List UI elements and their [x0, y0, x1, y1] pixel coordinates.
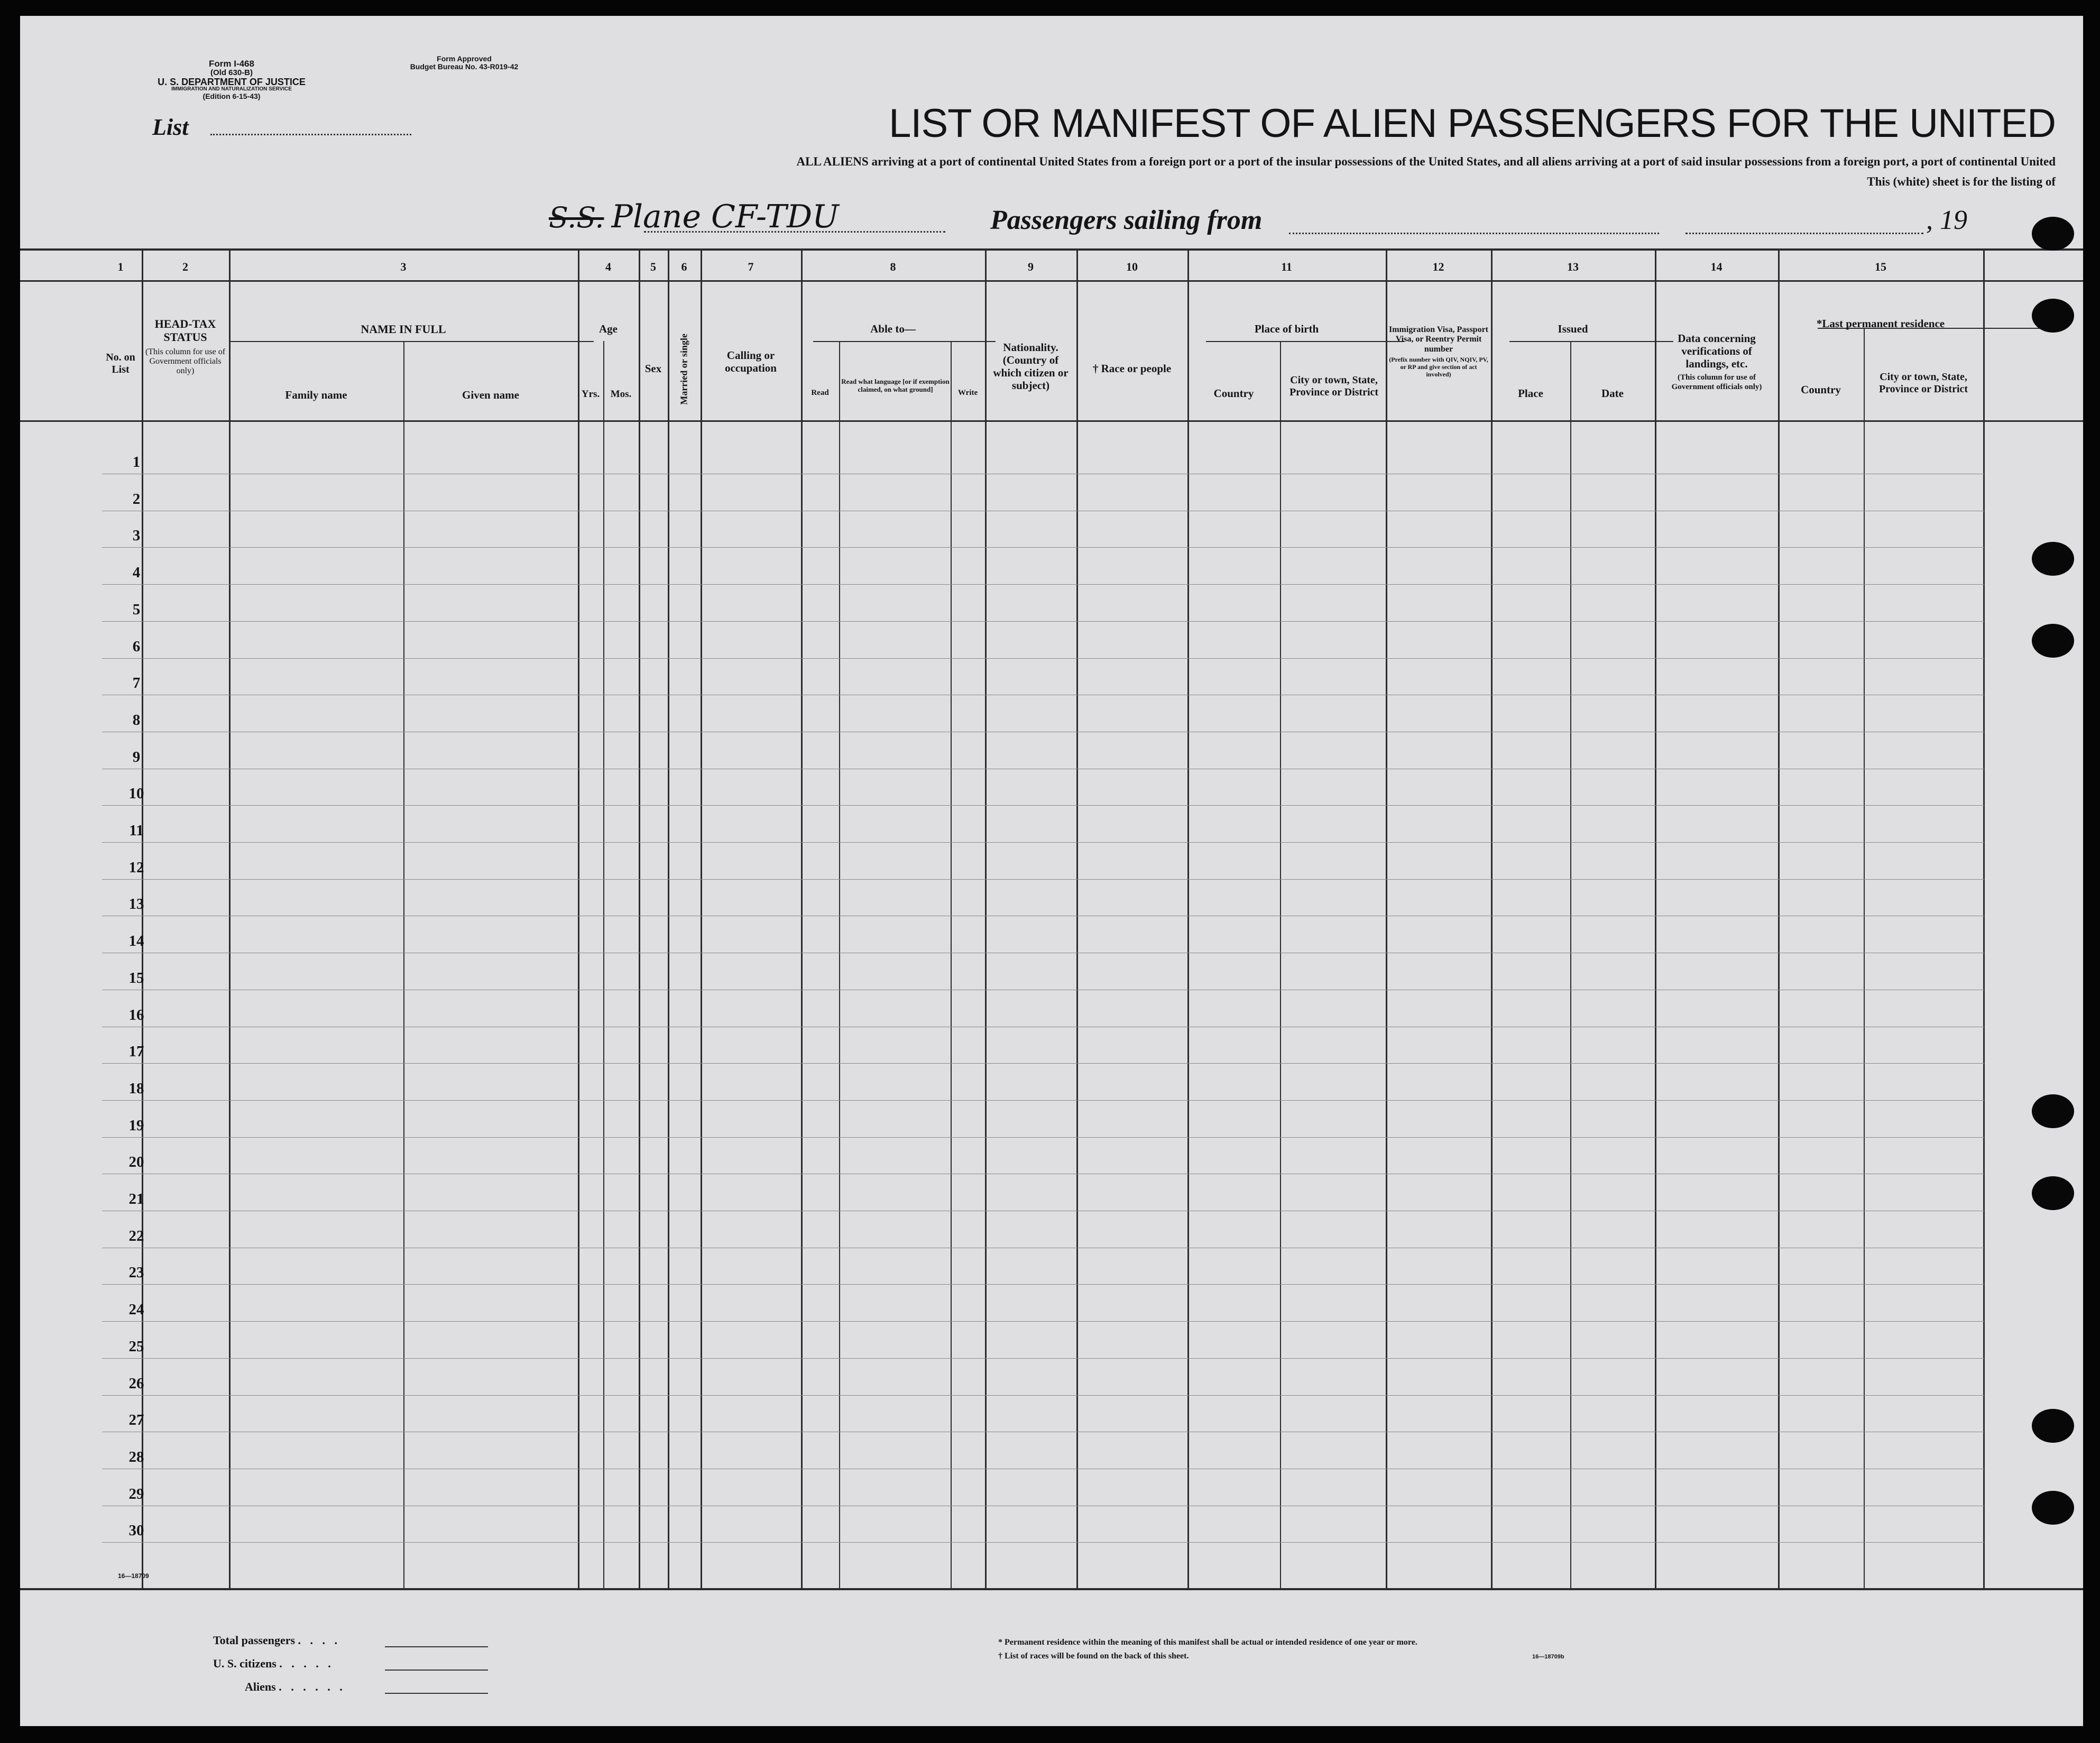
- col-number-14: 14: [1710, 260, 1723, 273]
- header-last-residence: *Last permanent residence: [1816, 317, 1945, 330]
- aliens-label: Aliens: [245, 1680, 276, 1693]
- print-code-left: 16—18709: [118, 1572, 149, 1580]
- row-number: 6: [132, 638, 141, 655]
- row-number: 19: [128, 1117, 144, 1134]
- visa-title: Immigration Visa, Passport Visa, or Reentry Permit number: [1389, 325, 1488, 354]
- list-blank[interactable]: [210, 134, 411, 135]
- punch-hole: [2032, 1409, 2074, 1443]
- row-number: 22: [128, 1228, 144, 1244]
- table-row: [102, 1542, 1984, 1543]
- row-number: 21: [128, 1191, 144, 1207]
- row-number: 8: [132, 712, 141, 728]
- form-number: Form I-468: [209, 59, 254, 69]
- row-number: 4: [132, 564, 141, 581]
- col-number-5: 5: [650, 260, 656, 273]
- verifications-title: Data concerning verifications of landings, etc.: [1678, 332, 1756, 371]
- table-row: [102, 1395, 1984, 1396]
- punch-hole: [2032, 1094, 2074, 1128]
- table-row: [102, 584, 1984, 585]
- department: U. S. DEPARTMENT OF JUSTICE: [158, 76, 306, 87]
- row-number: 24: [128, 1301, 144, 1318]
- row-number: 7: [132, 675, 141, 691]
- header-age-yrs: Yrs.: [581, 389, 600, 400]
- table-bottom-border: [20, 1588, 2083, 1590]
- header-read: Read: [811, 389, 829, 397]
- instructions-line1: ALL ALIENS arriving at a port of continental United States from a foreign port or a port of the insular possessions of the United States, and all aliens arriving at a port of said insular possessions from a foreign port, a port of continental United: [796, 155, 2056, 168]
- col-number-13: 13: [1567, 260, 1579, 273]
- issued-subheader-line: [1509, 341, 1673, 342]
- punch-hole: [2032, 1491, 2074, 1525]
- col-line: [1655, 248, 1656, 1589]
- table-row: [102, 805, 1984, 806]
- table-row: [102, 1100, 1984, 1101]
- footer-totals: [213, 1634, 346, 1703]
- total-passengers-blank[interactable]: [385, 1646, 488, 1647]
- edition: (Edition 6-15-43): [202, 91, 261, 100]
- header-birth-city: City or town, State, Province or District: [1289, 374, 1379, 398]
- row-number: 11: [129, 822, 144, 839]
- header-issued: Issued: [1558, 322, 1588, 335]
- row-number: 23: [128, 1264, 144, 1281]
- col-line: [1386, 248, 1387, 1589]
- row-number: 29: [128, 1486, 144, 1502]
- header-head-tax: [144, 317, 226, 376]
- col-line: [1778, 248, 1780, 1589]
- header-name-in-full: NAME IN FULL: [361, 322, 446, 336]
- total-passengers-label: Total passengers: [213, 1634, 296, 1647]
- col-number-8: 8: [890, 260, 896, 273]
- row-number: 26: [128, 1375, 144, 1392]
- page-title: LIST OR MANIFEST OF ALIEN PASSENGERS FOR THE UNITED: [889, 101, 2056, 146]
- table-row: [102, 879, 1984, 880]
- row-number: 20: [128, 1154, 144, 1170]
- total-passengers-row: Total passengers . . . .: [213, 1634, 341, 1647]
- table-row: [102, 1063, 1984, 1064]
- sailing-field: [990, 205, 1262, 236]
- table-top-border: [20, 248, 2083, 251]
- row-number: 25: [128, 1338, 144, 1355]
- row-number: 10: [128, 785, 144, 802]
- header-no-on-list: No. on List: [106, 352, 135, 375]
- header-sex: Sex: [644, 362, 662, 375]
- table-row: [102, 1137, 1984, 1138]
- aliens-blank[interactable]: [385, 1693, 488, 1694]
- col-line: [603, 341, 604, 1589]
- us-citizens-row: U. S. citizens . . . . .: [213, 1657, 334, 1670]
- col-number-7: 7: [748, 260, 754, 273]
- row-number: 1: [132, 454, 141, 471]
- year-prefix: , 19: [1926, 205, 1967, 235]
- col-line: [668, 248, 669, 1589]
- punch-hole: [2032, 542, 2074, 576]
- sailing-label: Passengers sailing from: [990, 205, 1263, 235]
- header-given-name: Given name: [462, 389, 519, 401]
- col-number-1: 1: [117, 260, 124, 273]
- col-line: [1864, 328, 1865, 1589]
- header-issued-date: Date: [1601, 387, 1624, 400]
- punch-hole: [2032, 624, 2074, 658]
- header-family-name: Family name: [285, 389, 347, 401]
- col-number-2: 2: [182, 260, 188, 273]
- table-row: [102, 1284, 1984, 1285]
- row-number: 3: [132, 527, 141, 544]
- punch-hole: [2032, 217, 2074, 251]
- col-number-11: 11: [1281, 260, 1292, 273]
- able-subheader-line: [813, 341, 996, 342]
- col-number-3: 3: [400, 260, 407, 273]
- col-number-6: 6: [681, 260, 687, 273]
- service: IMMIGRATION AND NATURALIZATION SERVICE: [171, 86, 292, 93]
- sailing-date-blank[interactable]: [1685, 233, 1923, 234]
- header-residence-country: Country: [1801, 383, 1841, 396]
- footnote-races: † List of races will be found on the back of this sheet.: [998, 1652, 1189, 1661]
- header-nationality: Nationality. (Country of which citizen or subject): [993, 341, 1069, 392]
- col-number-9: 9: [1028, 260, 1034, 273]
- punch-hole: [2032, 299, 2074, 333]
- approval-line2: Budget Bureau No. 43-R019-42: [410, 62, 519, 71]
- vessel-prefix: S.S.: [549, 201, 604, 234]
- header-bottom-border: [20, 420, 2083, 422]
- visa-note: (Prefix number with QIV, NQIV, PV, or RP and give section of act involved): [1389, 356, 1488, 378]
- header-read-language: Read what language [or if exemption claimed, on what ground]: [841, 377, 950, 393]
- punch-hole: [2032, 1176, 2074, 1210]
- col-number-12: 12: [1432, 260, 1444, 273]
- row-number: 30: [128, 1522, 144, 1539]
- table-row: [102, 1358, 1984, 1359]
- list-field: [152, 114, 188, 141]
- header-verifications: [1659, 332, 1774, 392]
- instructions-line2: This (white) sheet is for the listing of: [1867, 175, 2056, 188]
- col-line: [1076, 248, 1078, 1589]
- col-line: [403, 341, 404, 1589]
- header-able-to: Able to—: [870, 322, 916, 335]
- table-row: [102, 547, 1984, 548]
- old-form: (Old 630-B): [210, 68, 253, 77]
- col-number-15: 15: [1875, 260, 1886, 273]
- sailing-port-blank[interactable]: [1289, 233, 1659, 234]
- header-married-single: Married or single: [678, 334, 689, 405]
- row-number: 9: [132, 749, 141, 766]
- col-line: [639, 248, 640, 1589]
- header-age-mos: Mos.: [610, 389, 632, 400]
- row-number: 14: [128, 933, 144, 949]
- col-line: [1570, 341, 1571, 1589]
- col-line: [701, 248, 702, 1589]
- col-number-10: 10: [1126, 260, 1138, 273]
- manifest-sheet: [20, 16, 2083, 1726]
- head-tax-title: HEAD-TAX STATUS: [154, 317, 216, 344]
- row-number: 18: [128, 1080, 144, 1097]
- form-id-block: [136, 59, 327, 100]
- col-line: [839, 341, 840, 1589]
- header-age: Age: [599, 322, 618, 335]
- table-row: [102, 1321, 1984, 1322]
- footnote-residence: * Permanent residence within the meaning of this manifest shall be actual or intended residence of one year or more.: [998, 1638, 1417, 1647]
- vessel-blank: [644, 231, 945, 233]
- vessel-name[interactable]: Plane CF-TDU: [611, 198, 839, 235]
- us-citizens-blank[interactable]: [385, 1670, 488, 1671]
- col-line: [229, 248, 231, 1589]
- us-citizens-label: U. S. citizens: [213, 1657, 277, 1670]
- row-number: 15: [128, 970, 144, 986]
- header-residence-city: City or town, State, Province or District: [1878, 371, 1968, 395]
- print-code-right: 16—18709b: [1532, 1654, 1564, 1660]
- verifications-note: (This column for use of Government officials only): [1671, 373, 1762, 391]
- row-number: 16: [128, 1007, 144, 1023]
- table-row: [102, 621, 1984, 622]
- approval-line1: Form Approved: [437, 54, 492, 63]
- aliens-row: Aliens . . . . . .: [245, 1680, 346, 1693]
- col-number-4: 4: [605, 260, 611, 273]
- row-number: 5: [132, 601, 141, 618]
- header-issued-place: Place: [1518, 387, 1543, 400]
- birth-subheader-line: [1206, 341, 1404, 342]
- row-number: 17: [128, 1043, 144, 1060]
- approval-block: [380, 55, 549, 71]
- col-line: [801, 248, 803, 1589]
- table-row: [102, 842, 1984, 843]
- col-line: [985, 248, 987, 1589]
- row-number: 13: [128, 896, 144, 912]
- table-row: [102, 658, 1984, 659]
- row-number: 2: [132, 491, 141, 508]
- col-line: [1280, 341, 1281, 1589]
- col-line: [578, 248, 579, 1589]
- header-race: † Race or people: [1092, 362, 1172, 375]
- header-visa: [1388, 325, 1489, 379]
- col-line: [1491, 248, 1493, 1589]
- header-occupation: Calling or occupation: [724, 349, 777, 375]
- column-number-divider: [20, 280, 2083, 282]
- col-line: [1983, 248, 1985, 1589]
- row-number: 27: [128, 1412, 144, 1428]
- list-label: List: [152, 114, 189, 140]
- header-write: Write: [957, 389, 978, 397]
- row-number: 12: [128, 859, 144, 876]
- header-birth-country: Country: [1213, 387, 1254, 400]
- row-number: 28: [128, 1449, 144, 1465]
- name-subheader-line: [229, 341, 594, 342]
- col-line: [951, 341, 952, 1589]
- vessel-field: [549, 198, 839, 235]
- head-tax-note: (This column for use of Government officials only): [145, 347, 226, 376]
- col-line: [1187, 248, 1189, 1589]
- header-place-of-birth: Place of birth: [1254, 322, 1319, 335]
